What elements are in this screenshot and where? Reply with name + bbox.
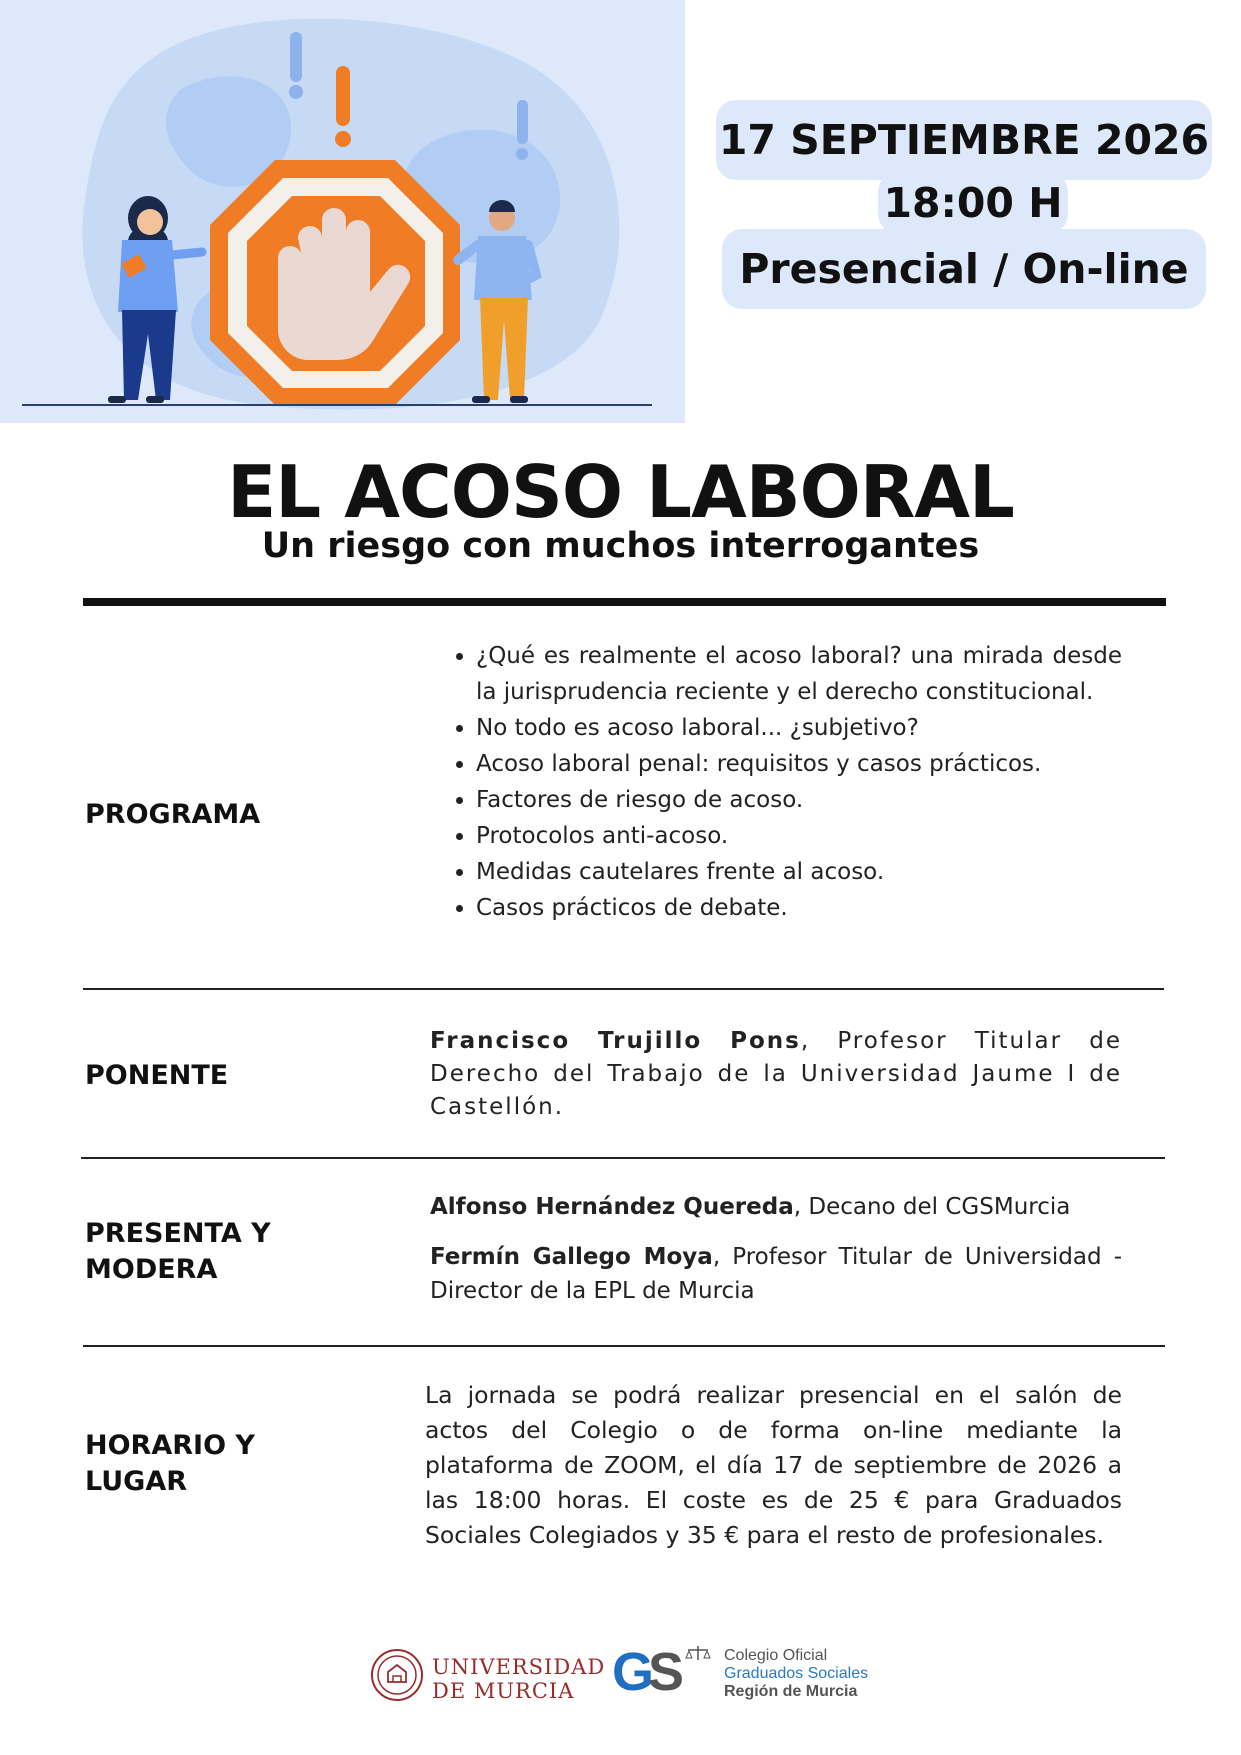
list-item: • ¿Qué es realmente el acoso laboral? una mirada desde la jurisprudencia reciente y el derecho constitucional.: [476, 638, 1122, 710]
ponente-name: Francisco Trujillo Pons: [430, 1028, 801, 1054]
list-item: • Protocolos anti-acoso.: [476, 818, 1122, 854]
section-divider: [83, 1345, 1165, 1347]
um-line1: UNIVERSIDAD: [432, 1655, 606, 1679]
event-time: 18:00 H: [878, 172, 1068, 234]
page-title: EL ACOSO LABORAL: [227, 450, 1014, 534]
horario-text: La jornada se podrá realizar presencial en el salón de actos del Colegio o de forma on-line mediante la plataforma de ZOOM, el día 17 de septiembre de 2026 a las 18:00 horas. El coste es de 25 € para Graduados Sociales Colegiados y 35 € para el resto de profesionales.: [425, 1381, 1122, 1549]
ponente-label: PONENTE: [85, 1060, 229, 1091]
gs-line3: Región de Murcia: [724, 1683, 858, 1700]
moderator-1-name: Alfonso Hernández Quereda: [430, 1194, 794, 1220]
ponente-desc: , Profesor Titular de Derecho del Trabajo de la Universidad Jaume I de Castellón.: [430, 1028, 1122, 1120]
moderator-2-desc: , Profesor Titular de Universidad - Director de la EPL de Murcia: [430, 1244, 1122, 1304]
title-divider: [83, 598, 1166, 606]
footer-logos: [0, 1630, 1241, 1710]
um-line2: DE MURCIA: [432, 1679, 575, 1703]
gs-line1: Colegio Oficial: [724, 1647, 828, 1664]
section-divider: [81, 1157, 1165, 1159]
list-item: • Acoso laboral penal: requisitos y casos prácticos.: [476, 746, 1122, 782]
page-subtitle: Un riesgo con muchos interrogantes: [261, 526, 980, 566]
gs-line2: Graduados Sociales: [724, 1665, 869, 1682]
svg-text:G: G: [612, 1642, 655, 1700]
svg-text:S: S: [648, 1642, 685, 1700]
hero-illustration: [0, 0, 685, 423]
ponente-text: [430, 1025, 1122, 1124]
programa-list: [430, 638, 1122, 926]
stop-sign-illustration: [0, 0, 685, 423]
list-item: • Medidas cautelares frente al acoso.: [476, 854, 1122, 890]
programa-label: PROGRAMA: [85, 799, 261, 830]
horario-label-line1: HORARIO Y: [85, 1430, 255, 1461]
presenta-label: [85, 1216, 271, 1288]
presenta-label-line1: PRESENTA Y: [85, 1218, 271, 1249]
list-item: • Casos prácticos de debate.: [476, 890, 1122, 926]
section-divider: [83, 988, 1164, 990]
event-date: 17 SEPTIEMBRE 2026: [716, 100, 1212, 180]
event-mode: Presencial / On-line: [722, 229, 1206, 309]
list-item: • Factores de riesgo de acoso.: [476, 782, 1122, 818]
horario-label-line2: LUGAR: [85, 1466, 188, 1497]
presenta-label-line2: MODERA: [85, 1254, 218, 1285]
universidad-murcia-logo: [432, 1655, 605, 1703]
universidad-murcia-seal-icon: [370, 1648, 424, 1702]
moderator-2-name: Fermín Gallego Moya: [430, 1244, 713, 1270]
presenta-text: [430, 1190, 1122, 1308]
horario-label: [85, 1428, 255, 1500]
moderator-1-desc: , Decano del CGSMurcia: [793, 1194, 1071, 1220]
list-item: • No todo es acoso laboral... ¿subjetivo?: [476, 710, 1122, 746]
graduados-sociales-logo-icon: [612, 1640, 722, 1700]
graduados-sociales-text: [724, 1647, 868, 1701]
